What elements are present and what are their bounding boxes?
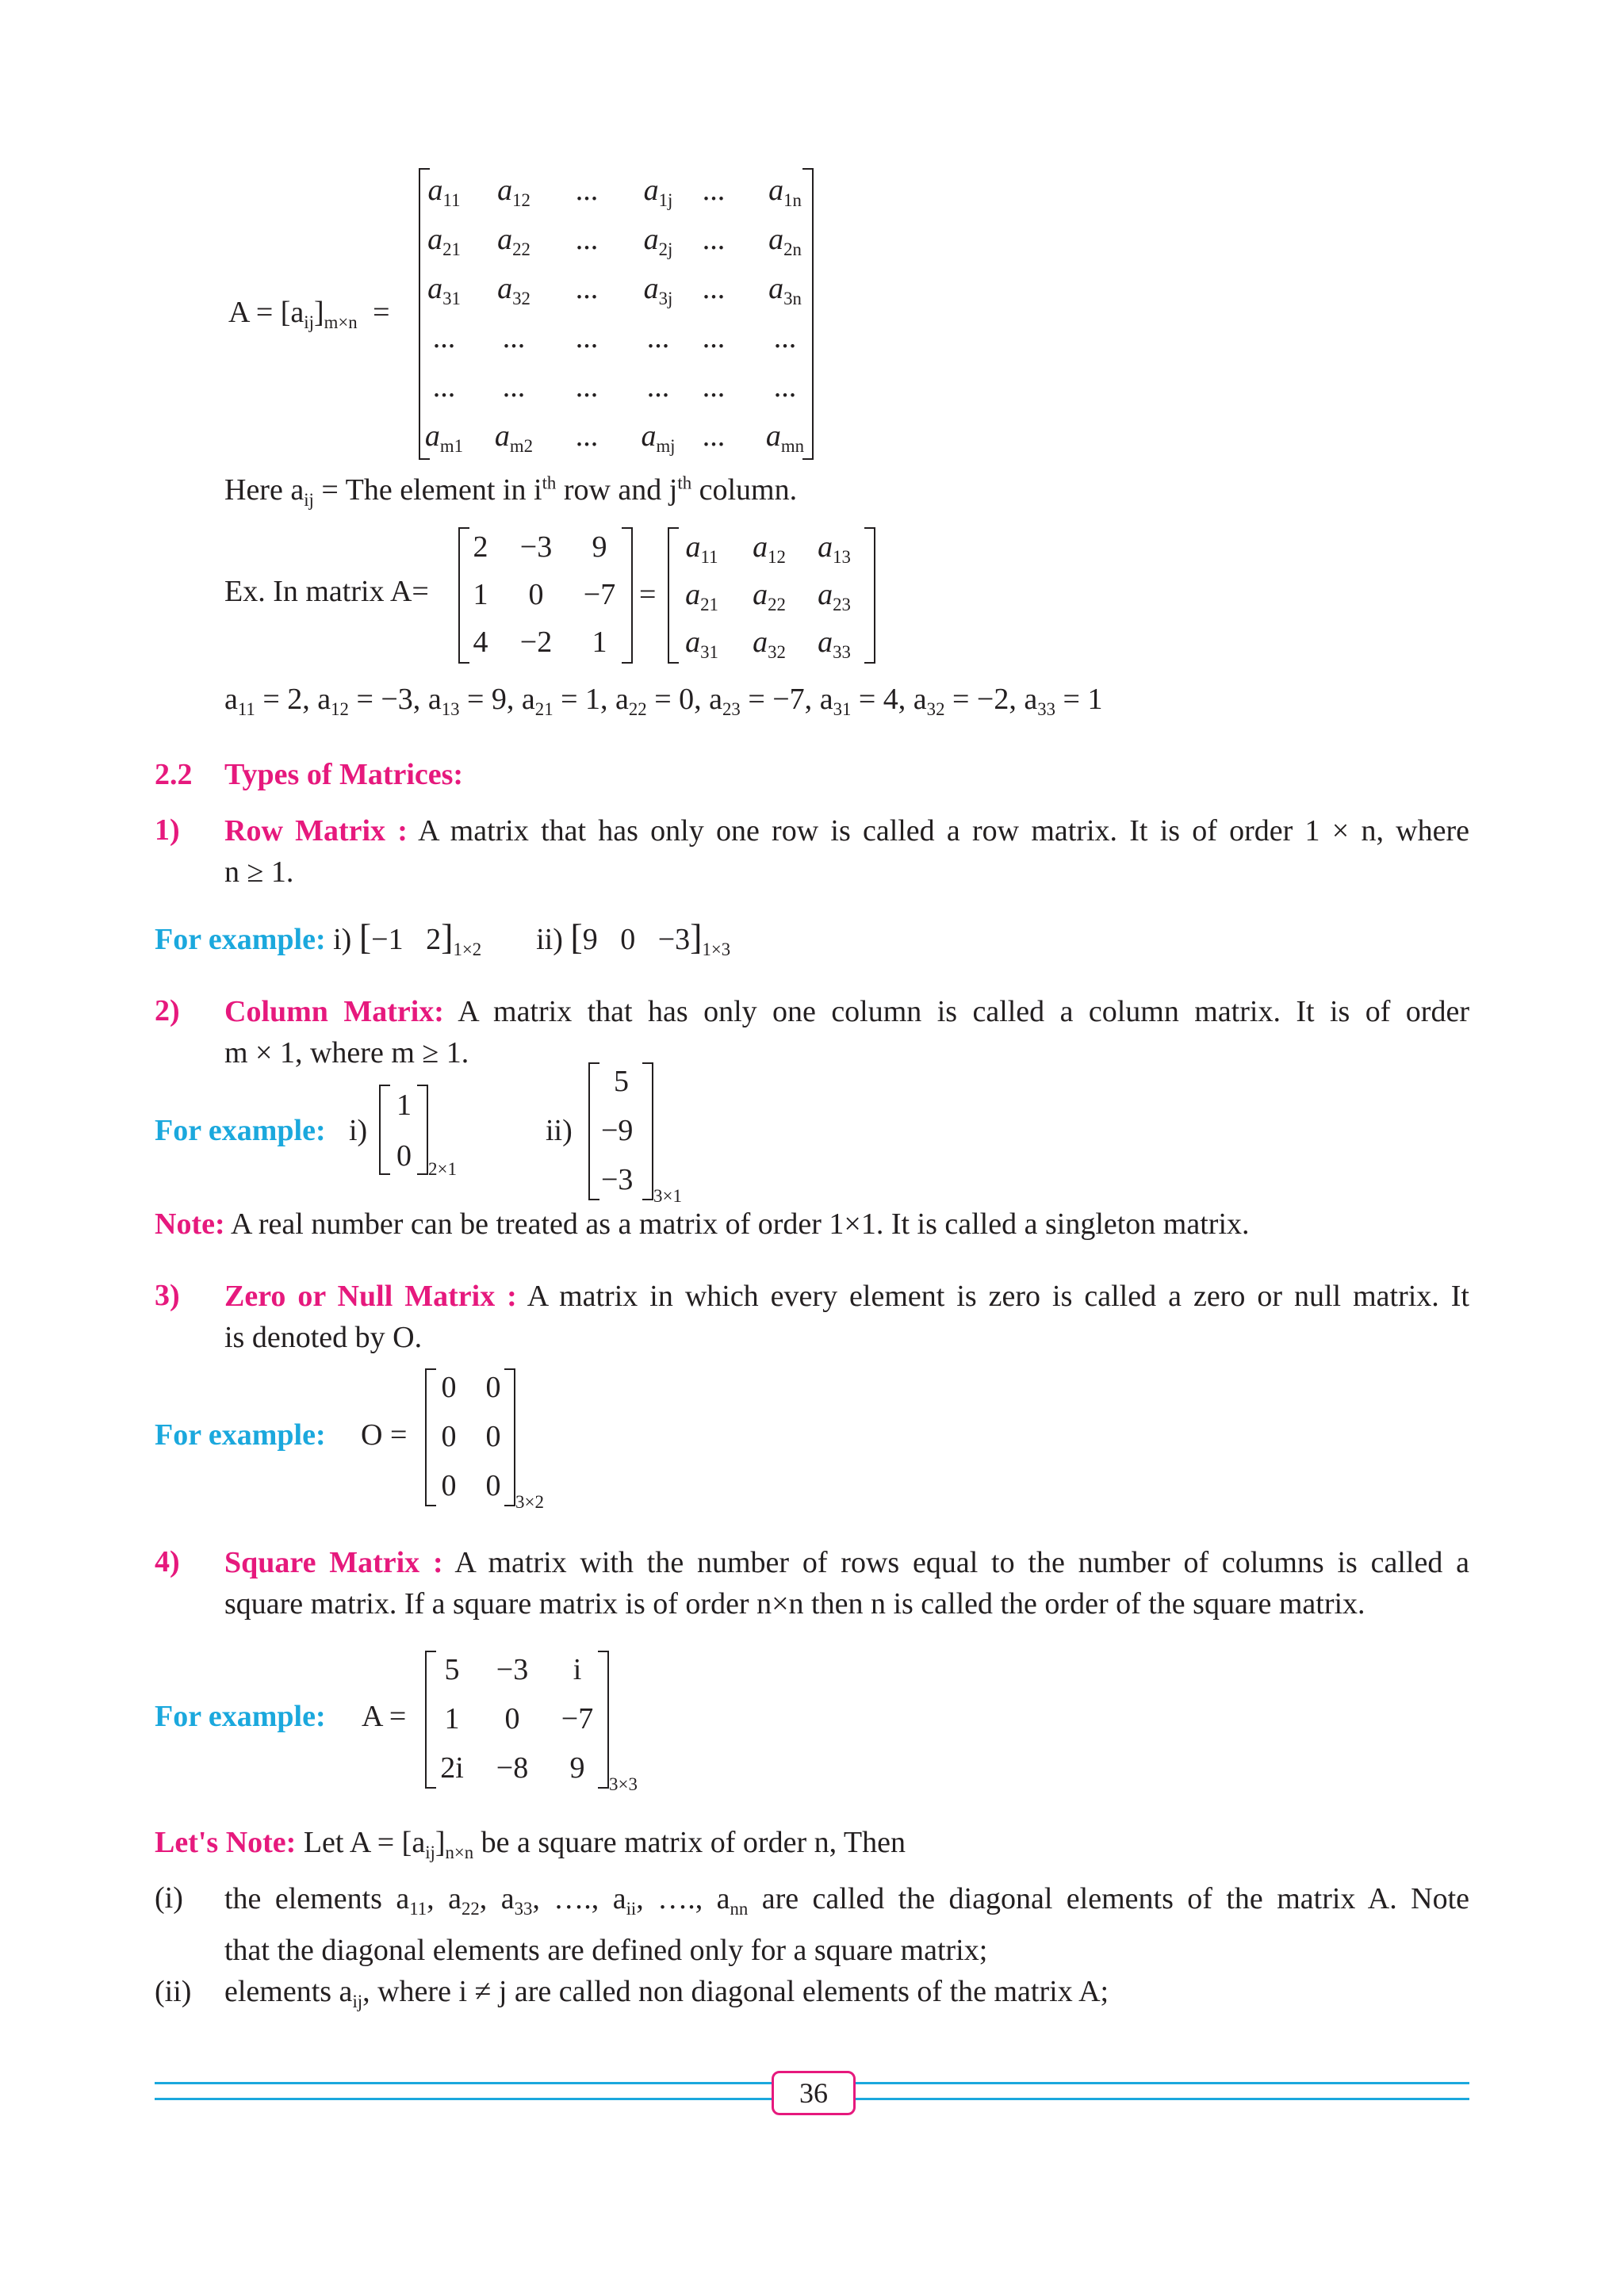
element-values-line bbox=[224, 682, 1102, 720]
note-line bbox=[155, 1207, 1250, 1242]
lhs-order: m×n bbox=[324, 312, 358, 332]
example-matrix-cell: 0 bbox=[528, 578, 544, 611]
element-value: $a_{31} = 4$, bbox=[819, 683, 914, 719]
general-matrix-cell: ... bbox=[575, 370, 599, 404]
lhs-eq: = bbox=[373, 296, 390, 329]
zero-lhs: O = bbox=[361, 1418, 408, 1452]
square-matrix-line2: square matrix. If a square matrix is of order n×n then n is called the order of the square matrix. bbox=[224, 1587, 1365, 1621]
example-matrix-cell: 2 bbox=[473, 530, 488, 564]
zero-matrix-cell: 0 bbox=[441, 1371, 457, 1404]
column-ex1-label: i) bbox=[349, 1114, 368, 1147]
symbol-matrix-cell: $a_{33}$ bbox=[818, 626, 851, 662]
element-value: $a_{32} = -2$, bbox=[913, 683, 1025, 719]
general-matrix-cell: ... bbox=[646, 321, 670, 354]
item-i-sub-4: nn bbox=[730, 1898, 749, 1919]
zero-matrix-number: 3) bbox=[155, 1279, 180, 1312]
row-ex1-values: −1 2 bbox=[371, 923, 442, 956]
note-label: Note: bbox=[155, 1207, 225, 1241]
square-matrix-number: 4) bbox=[155, 1545, 180, 1578]
general-matrix-left-bracket bbox=[419, 168, 430, 460]
column-ex1-value-1: 0 bbox=[396, 1139, 412, 1173]
column-ex1-right-bracket bbox=[417, 1085, 428, 1175]
symbol-matrix-cell: $a_{13}$ bbox=[818, 530, 851, 567]
section-number: 2.2 bbox=[155, 758, 193, 791]
general-matrix-cell: ... bbox=[702, 272, 726, 305]
general-matrix-cell: ... bbox=[702, 370, 726, 404]
symbol-matrix-cell: $a_{11}$ bbox=[685, 530, 718, 567]
general-matrix-cell: ... bbox=[502, 321, 526, 354]
item-ii-sub: ij bbox=[352, 1991, 363, 2011]
symbol-matrix-cell: $a_{31}$ bbox=[685, 626, 718, 662]
page-number-box bbox=[772, 2071, 856, 2115]
item-i-sub-0: 11 bbox=[409, 1898, 427, 1919]
general-matrix-cell: ... bbox=[773, 321, 797, 354]
zero-matrix-cell: 0 bbox=[485, 1420, 501, 1453]
row-ex2-label: ii) bbox=[536, 923, 563, 956]
row-ex2-order: 1×3 bbox=[702, 939, 731, 959]
example-matrix-cell: 1 bbox=[592, 626, 607, 659]
row-matrix-example: For example: i) [−1 $2]_{1\times 2}$ ii) [9 $0 -3]_{1\times 3}$ bbox=[155, 916, 731, 959]
general-matrix-cell: $a_{31}$ bbox=[427, 272, 461, 308]
square-matrix-title: Square Matrix : bbox=[224, 1546, 443, 1579]
here-a: Here a bbox=[224, 473, 304, 507]
general-matrix-cell: $a_{1j}$ bbox=[643, 174, 673, 210]
column-ex1-value-0: 1 bbox=[396, 1089, 412, 1122]
item-i-paragraph: the elements $a_{11}$, $a_{22}$, $a_{33}$, …., $a_{ii}$, …., $a_{nn}$ are called the diagonal elements of the matrix A. Note that the diagonal elements are defined only for a square matrix; bbox=[224, 1878, 1469, 1971]
square-matrix-cell: −7 bbox=[561, 1702, 594, 1735]
lets-note-line: Let's Note: Let $A = [a_{ij}]_{n\times n}$ be a square matrix of order n, Then bbox=[155, 1826, 906, 1862]
row-matrix-number: 1) bbox=[155, 813, 180, 847]
general-matrix-cell: $a_{32}$ bbox=[497, 272, 530, 308]
general-matrix-cell: $a_{2j}$ bbox=[643, 223, 673, 259]
general-matrix-cell: ... bbox=[702, 321, 726, 354]
element-value: $a_{12} = -3$, bbox=[317, 683, 428, 719]
square-matrix-line1: A matrix with the number of rows equal to the number of columns is called a bbox=[442, 1546, 1469, 1579]
square-matrix-cell: 9 bbox=[569, 1751, 585, 1785]
symbol-matrix-cell: $a_{12}$ bbox=[753, 530, 786, 567]
general-matrix-cell: ... bbox=[702, 223, 726, 256]
general-matrix-cell: $a_{3n}$ bbox=[768, 272, 802, 308]
square-matrix-paragraph bbox=[224, 1542, 1469, 1624]
column-ex2-value-2: −3 bbox=[601, 1163, 634, 1196]
square-matrix-cell: 5 bbox=[444, 1653, 460, 1686]
zero-example-label: For example: bbox=[155, 1418, 326, 1452]
general-matrix-cell: ... bbox=[702, 174, 726, 207]
general-matrix-lhs: $A = [a_{ij}]_{m\times n}$ = bbox=[228, 296, 390, 332]
row-ex1-order: 1×2 bbox=[453, 939, 482, 959]
example-matrix-cell: 9 bbox=[592, 530, 607, 564]
row-ex2-values: 9 0 −3 bbox=[582, 923, 691, 956]
square-matrix-cell: i bbox=[573, 1653, 582, 1686]
item-i-pre: the elements a bbox=[224, 1882, 410, 1915]
zero-matrix-cell: 0 bbox=[485, 1371, 501, 1404]
general-matrix-cell: ... bbox=[773, 370, 797, 404]
item-i-sub-3: ii bbox=[626, 1898, 637, 1919]
square-matrix-cell: 0 bbox=[504, 1702, 520, 1735]
general-matrix-cell: ... bbox=[575, 321, 599, 354]
symbol-matrix-right-bracket bbox=[864, 527, 875, 664]
general-matrix-cell: $a_{11}$ bbox=[427, 174, 461, 210]
row-matrix-line1: A matrix that has only one row is called a row matrix. It is of order 1 × n, where bbox=[407, 814, 1470, 848]
lets-note-label: Let's Note: bbox=[155, 1826, 297, 1859]
general-matrix-cell: ... bbox=[502, 370, 526, 404]
general-matrix-cell: ... bbox=[702, 419, 726, 453]
row-matrix-line2: n ≥ 1. bbox=[224, 855, 294, 889]
element-value: $a_{11} = 2$, bbox=[224, 683, 318, 719]
column-matrix-title: Column Matrix: bbox=[224, 995, 444, 1028]
general-matrix-cell: $a_{2n}$ bbox=[768, 223, 802, 259]
lets-note-text1: Let A = [a bbox=[296, 1826, 426, 1859]
row-matrix-title: Row Matrix : bbox=[224, 814, 408, 848]
column-ex2-value-1: −9 bbox=[601, 1114, 634, 1147]
here-sub: ij bbox=[304, 489, 314, 510]
zero-order: 3×2 bbox=[515, 1492, 544, 1512]
general-matrix-cell: $a_{12}$ bbox=[497, 174, 530, 210]
square-matrix-cell: −8 bbox=[496, 1751, 529, 1785]
example-matrix-cell: 1 bbox=[473, 578, 488, 611]
item-ii-number: (ii) bbox=[155, 1975, 192, 2008]
here-text2: row and j bbox=[556, 473, 678, 507]
lets-note-order: n×n bbox=[445, 1842, 474, 1862]
column-ex2-label: ii) bbox=[546, 1114, 573, 1147]
here-sup2: th bbox=[677, 473, 692, 493]
item-i-line2: that the diagonal elements are defined only for a square matrix; bbox=[224, 1933, 988, 1967]
row-ex1-label: i) bbox=[333, 923, 352, 956]
square-matrix-cell: 1 bbox=[444, 1702, 460, 1735]
element-value: $a_{33} = 1$ bbox=[1024, 683, 1103, 719]
here-sup1: th bbox=[542, 473, 557, 493]
general-matrix-cell: $a_{mn}$ bbox=[765, 419, 805, 456]
general-matrix-cell: $a_{1n}$ bbox=[768, 174, 802, 210]
item-ii-line bbox=[224, 1974, 1109, 2012]
column-matrix-line1: A matrix that has only one column is called a column matrix. It is of order bbox=[443, 995, 1469, 1028]
example-matrix-cell: −7 bbox=[583, 578, 616, 611]
item-i-post: are called the diagonal elements of the matrix A. Note bbox=[748, 1882, 1469, 1915]
general-matrix-cell: ... bbox=[575, 174, 599, 207]
column-ex2-right-bracket bbox=[642, 1062, 653, 1200]
column-matrix-number: 2) bbox=[155, 994, 180, 1027]
example-matrix-cell: −3 bbox=[519, 530, 553, 564]
column-matrix-paragraph bbox=[224, 991, 1469, 1073]
symbol-matrix-cell: $a_{32}$ bbox=[753, 626, 786, 662]
item-i-sub-1: 22 bbox=[461, 1898, 480, 1919]
item-ii-pre: elements a bbox=[224, 1975, 353, 2008]
zero-matrix-cell: 0 bbox=[485, 1469, 501, 1502]
zero-matrix-line2: is denoted by O. bbox=[224, 1321, 423, 1354]
note-text: A real number can be treated as a matrix of order 1×1. It is called a singleton matrix. bbox=[224, 1207, 1250, 1241]
square-lhs: A = bbox=[362, 1700, 407, 1733]
zero-matrix-cell: 0 bbox=[441, 1420, 457, 1453]
general-matrix-right-bracket bbox=[802, 168, 814, 460]
column-ex1-order: 2×1 bbox=[428, 1159, 457, 1179]
column-ex2-value-0: 5 bbox=[614, 1065, 629, 1098]
item-i-number: (i) bbox=[155, 1881, 183, 1915]
symbol-matrix-cell: $a_{22}$ bbox=[753, 578, 786, 614]
general-matrix-cell: $a_{3j}$ bbox=[643, 272, 673, 308]
column-example-label: For example: bbox=[155, 1114, 326, 1147]
general-matrix-cell: ... bbox=[575, 272, 599, 305]
lets-note-text2: be a square matrix of order n, Then bbox=[473, 1826, 906, 1859]
element-value: $a_{22} = 0$, bbox=[615, 683, 710, 719]
column-ex1-left-bracket bbox=[379, 1085, 390, 1175]
zero-matrix-cell: 0 bbox=[441, 1469, 457, 1502]
section-title: Types of Matrices: bbox=[224, 758, 464, 791]
here-text3: column. bbox=[691, 473, 798, 507]
column-matrix-line2: m × 1, where m ≥ 1. bbox=[224, 1036, 469, 1070]
example-matrix-cell: −2 bbox=[519, 626, 553, 659]
example-label: Ex. In matrix A= bbox=[224, 575, 429, 608]
square-matrix-cell: 2i bbox=[440, 1751, 464, 1785]
general-matrix-cell: $a_{m2}$ bbox=[494, 419, 534, 456]
example-eq: = bbox=[639, 578, 657, 611]
element-value: $a_{13} = 9$, bbox=[427, 683, 522, 719]
square-matrix-cell: −3 bbox=[496, 1653, 529, 1686]
element-value: $a_{21} = 1$, bbox=[521, 683, 616, 719]
item-ii-post: , where i ≠ j are called non diagonal elements of the matrix A; bbox=[362, 1975, 1109, 2008]
general-matrix-cell: $a_{21}$ bbox=[427, 223, 461, 259]
item-i-sub-2: 33 bbox=[514, 1898, 533, 1919]
zero-matrix-paragraph bbox=[224, 1276, 1469, 1358]
general-matrix-cell: ... bbox=[432, 321, 456, 354]
general-matrix-cell: ... bbox=[646, 370, 670, 404]
zero-matrix-line1: A matrix in which every element is zero is called a zero or null matrix. It bbox=[516, 1280, 1469, 1313]
example-matrix-cell: 4 bbox=[473, 626, 488, 659]
general-matrix-cell: $a_{mj}$ bbox=[641, 419, 676, 456]
column-ex2-left-bracket bbox=[588, 1062, 599, 1200]
here-text1: = The element in i bbox=[313, 473, 542, 507]
zero-matrix-title: Zero or Null Matrix : bbox=[224, 1280, 517, 1313]
column-ex2-order: 3×1 bbox=[653, 1186, 682, 1206]
lhs-text: A = [a bbox=[228, 296, 304, 329]
general-matrix-cell: $a_{22}$ bbox=[497, 223, 530, 259]
lhs-sub: ij bbox=[304, 312, 314, 332]
symbol-matrix-cell: $a_{23}$ bbox=[818, 578, 851, 614]
row-example-label: For example: bbox=[155, 923, 326, 956]
here-line bbox=[224, 473, 797, 511]
general-matrix-cell: ... bbox=[575, 419, 599, 453]
general-matrix-cell: ... bbox=[432, 370, 456, 404]
symbol-matrix-cell: $a_{21}$ bbox=[685, 578, 718, 614]
square-order: 3×3 bbox=[609, 1774, 638, 1794]
square-example-label: For example: bbox=[155, 1700, 326, 1733]
element-value: $a_{23} = -7$, bbox=[709, 683, 820, 719]
general-matrix-cell: ... bbox=[575, 223, 599, 256]
general-matrix-cell: $a_{m1}$ bbox=[424, 419, 464, 456]
lets-note-sub: ij bbox=[425, 1842, 435, 1862]
row-matrix-paragraph bbox=[224, 810, 1469, 893]
page-number: 36 bbox=[799, 2077, 828, 2109]
